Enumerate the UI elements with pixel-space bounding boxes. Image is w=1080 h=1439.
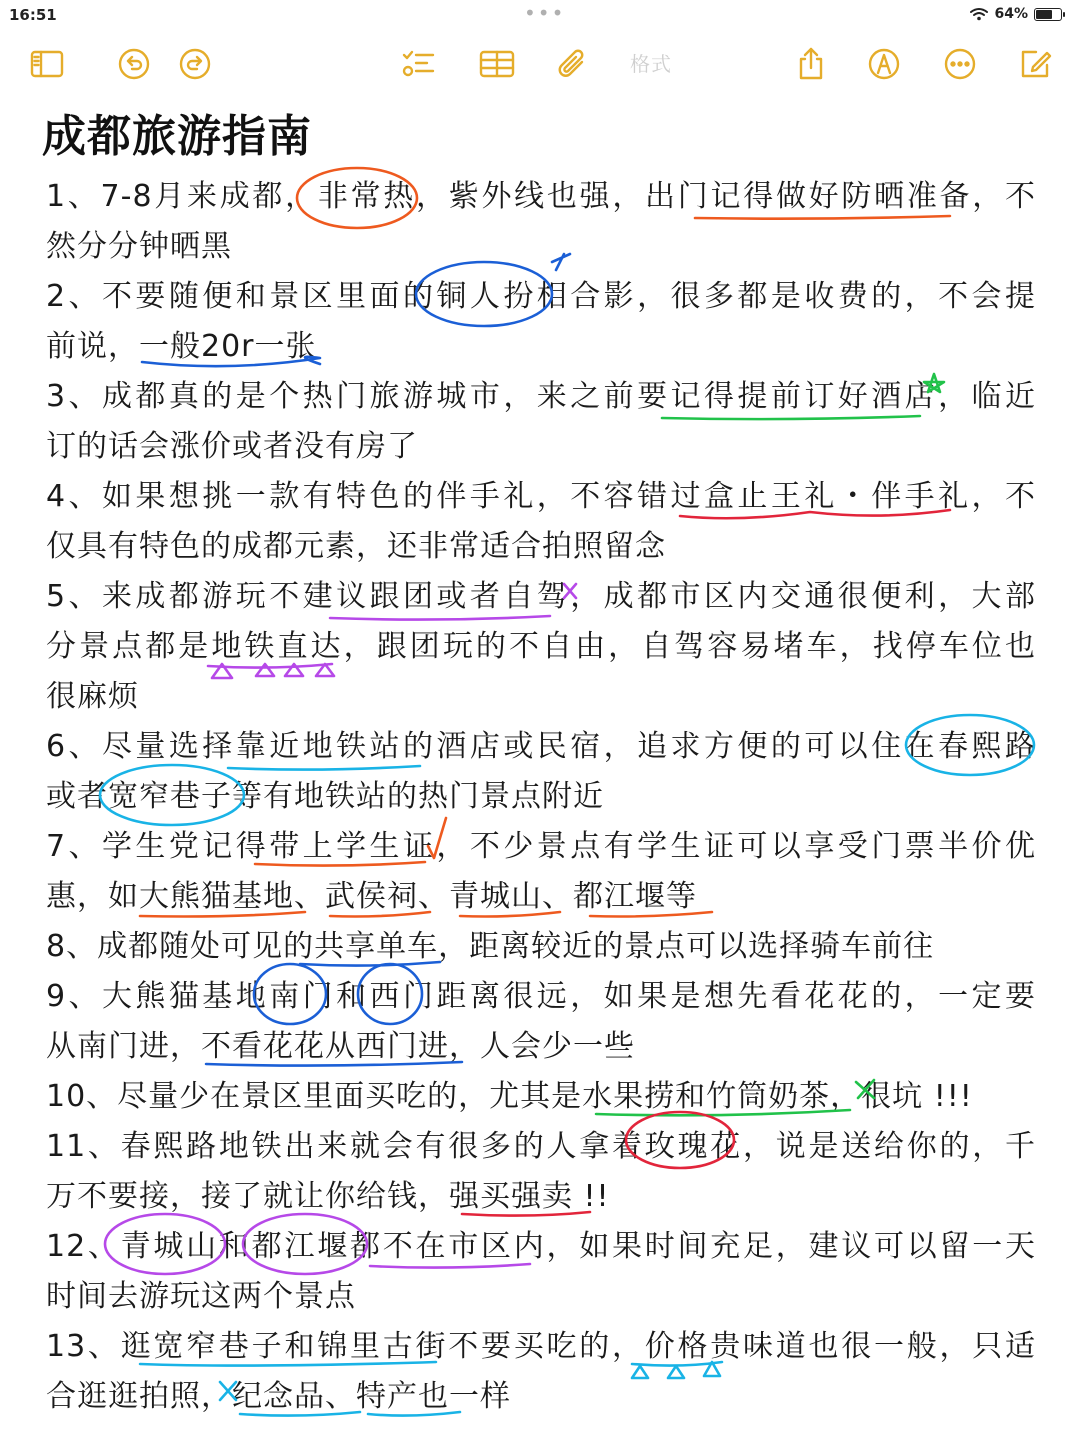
compose-icon — [1017, 45, 1055, 83]
markup-button[interactable] — [862, 42, 906, 86]
multitasking-dots[interactable]: ••• — [524, 1, 566, 25]
wifi-icon — [970, 7, 988, 21]
note-line: 很麻烦 — [46, 679, 139, 714]
note-line: 4、如果想挑一款有特色的伴手礼，不容错过盒止王礼・伴手礼，不 — [46, 479, 1036, 514]
note-title[interactable]: 成都旅游指南 — [42, 111, 312, 162]
undo-button[interactable] — [112, 42, 156, 86]
note-line: 惠，如大熊猫基地、武侯祠、青城山、都江堰等 — [46, 879, 697, 914]
note-line: 或者宽窄巷子等有地铁站的热门景点附近 — [46, 779, 604, 814]
note-line: 前说，一般20r一张 — [46, 329, 317, 364]
more-icon — [941, 45, 979, 83]
note-line: 10、尽量少在景区里面买吃的，尤其是水果捞和竹筒奶茶，很坑 !!! — [46, 1079, 973, 1114]
undo-icon — [115, 45, 153, 83]
redo-icon — [176, 45, 214, 83]
format-button[interactable]: 格式 — [630, 52, 672, 76]
checklist-button[interactable] — [396, 42, 440, 86]
note-line: 2、不要随便和景区里面的铜人扮相合影，很多都是收费的，不会提 — [46, 279, 1036, 314]
note-line: 11、春熙路地铁出来就会有很多的人拿着玫瑰花，说是送给你的，千 — [46, 1129, 1036, 1164]
checklist-icon — [399, 45, 437, 83]
note-line: 8、成都随处可见的共享单车，距离较近的景点可以选择骑车前往 — [46, 929, 935, 964]
share-button[interactable] — [789, 42, 833, 86]
battery-percent: 64% — [994, 6, 1028, 22]
status-right — [970, 6, 1062, 22]
note-line: 1、7-8月来成都，非常热，紫外线也强，出门记得做好防晒准备，不 — [46, 179, 1036, 214]
share-icon — [792, 45, 830, 83]
note-line: 6、尽量选择靠近地铁站的酒店或民宿，追求方便的可以住在春熙路 — [46, 729, 1036, 764]
note-line: 分景点都是地铁直达，跟团玩的不自由，自驾容易堵车，找停车位也 — [46, 629, 1036, 664]
battery-icon — [1034, 8, 1062, 21]
note-line: 13、逛宽窄巷子和锦里古街不要买吃的，价格贵味道也很一般，只适 — [46, 1329, 1036, 1364]
note-line: 从南门进，不看花花从西门进，人会少一些 — [46, 1029, 635, 1064]
markup-icon — [865, 45, 903, 83]
note-body[interactable] — [46, 172, 1036, 1422]
table-icon — [478, 45, 516, 83]
note-line: 万不要接，接了就让你给钱，强买强卖 !! — [46, 1179, 610, 1214]
note-line: 仅具有特色的成都元素，还非常适合拍照留念 — [46, 529, 666, 564]
compose-button[interactable] — [1014, 42, 1058, 86]
note-line: 然分分钟晒黑 — [46, 229, 232, 264]
note-line: 9、大熊猫基地南门和西门距离很远，如果是想先看花花的，一定要 — [46, 979, 1036, 1014]
attachment-button[interactable] — [551, 42, 595, 86]
note-line: 7、学生党记得带上学生证，不少景点有学生证可以享受门票半价优 — [46, 829, 1036, 864]
note-line: 时间去游玩这两个景点 — [46, 1279, 356, 1314]
redo-button[interactable] — [173, 42, 217, 86]
sidebar-icon — [28, 45, 66, 83]
note-line: 合逛逛拍照，纪念品、特产也一样 — [46, 1379, 511, 1414]
notes-toolbar — [0, 36, 1080, 92]
attachment-icon — [554, 45, 592, 83]
status-time: 16:51 — [9, 6, 57, 24]
more-button[interactable] — [938, 42, 982, 86]
note-line: 5、来成都游玩不建议跟团或者自驾，成都市区内交通很便利，大部 — [46, 579, 1036, 614]
note-line: 3、成都真的是个热门旅游城市，来之前要记得提前订好酒店，临近 — [46, 379, 1036, 414]
status-bar — [0, 0, 1080, 32]
table-button[interactable] — [475, 42, 519, 86]
note-line: 12、青城山和都江堰都不在市区内，如果时间充足，建议可以留一天 — [46, 1229, 1036, 1264]
sidebar-toggle-button[interactable] — [25, 42, 69, 86]
note-line: 订的话会涨价或者没有房了 — [46, 429, 418, 464]
